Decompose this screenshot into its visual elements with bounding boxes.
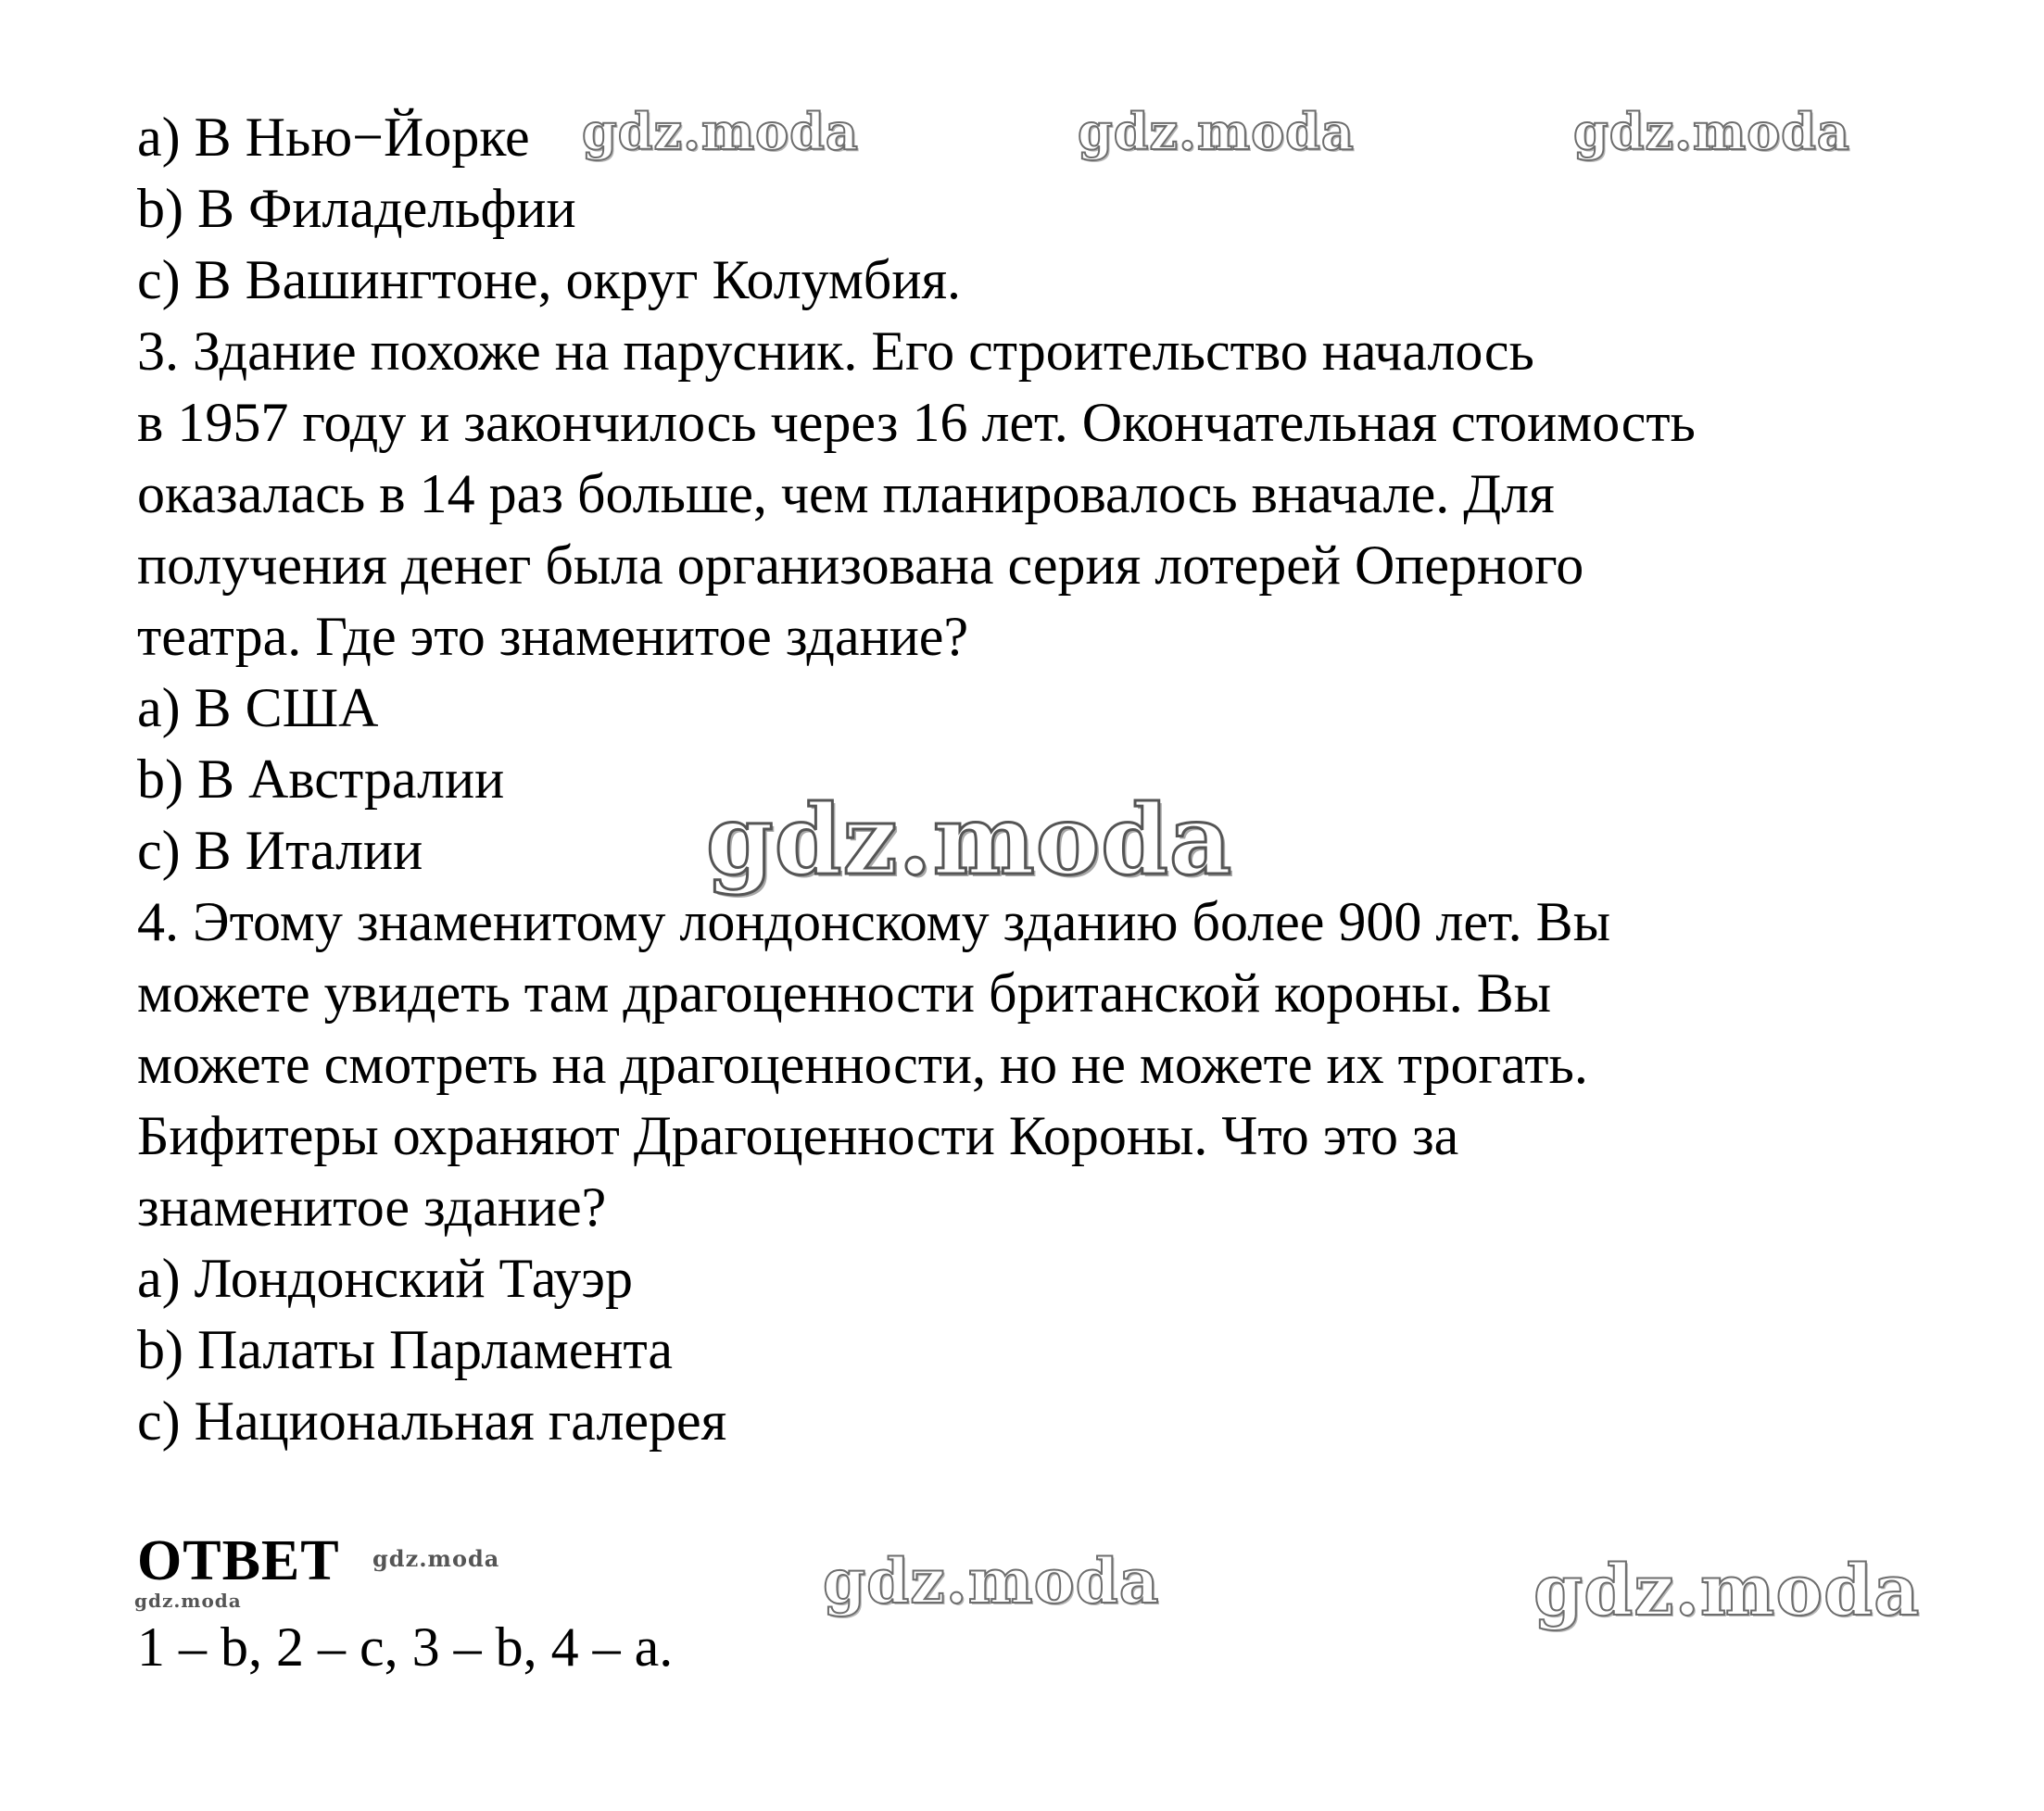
option-3c: c) В Италии: [137, 820, 423, 881]
watermark-logo: gdz.moda: [1078, 102, 1355, 161]
question-4-line-5: знаменитое здание?: [137, 1176, 607, 1238]
question-4-line-2: можете увидеть там драгоценности британской короны. Вы: [137, 962, 1552, 1024]
answer-heading: ОТВЕТ: [137, 1529, 340, 1592]
option-4c: c) Национальная галерея: [137, 1390, 727, 1452]
watermark-logo: gdz.moda: [582, 102, 859, 161]
answer-text: 1 – b, 2 – c, 3 – b, 4 – a.: [137, 1616, 674, 1678]
option-3a: a) В США: [137, 677, 379, 738]
watermark-logo-large: gdz.moda: [706, 783, 1233, 897]
question-3-line-3: оказалась в 14 раз больше, чем планировалось вначале. Для: [137, 463, 1555, 524]
document-text: [137, 102, 1972, 1457]
option-1c: c) В Вашингтоне, округ Колумбия.: [137, 249, 962, 310]
watermark-logo: gdz.moda: [1573, 102, 1850, 161]
question-3-line-1: 3. Здание похоже на парусник. Его строительство началось: [137, 321, 1534, 382]
option-1b: b) В Филадельфии: [137, 178, 576, 239]
watermark-logo-small: gdz.moda: [134, 1590, 242, 1612]
option-3b: b) В Австралии: [137, 748, 505, 810]
question-3-line-2: в 1957 году и закончилось через 16 лет. Окончательная стоимость: [137, 392, 1696, 453]
watermark-logo-small: gdz.moda: [372, 1545, 500, 1572]
option-1a: a) В Нью−Йорке: [137, 107, 530, 168]
option-4a: a) Лондонский Тауэр: [137, 1248, 634, 1309]
watermark-logo: gdz.moda: [1533, 1549, 1921, 1631]
question-4-line-4: Бифитеры охраняют Драгоценности Короны. Что это за: [137, 1105, 1459, 1166]
question-3-line-4: получения денег была организована серия лотерей Оперного: [137, 534, 1584, 596]
question-4-line-3: можете смотреть на драгоценности, но не можете их трогать.: [137, 1034, 1588, 1095]
watermark-logo: gdz.moda: [823, 1545, 1160, 1617]
question-3-line-5: театра. Где это знаменитое здание?: [137, 606, 969, 667]
question-4-line-1: 4. Этому знаменитому лондонскому зданию более 900 лет. Вы: [137, 891, 1610, 952]
option-4b: b) Палаты Парламента: [137, 1319, 674, 1380]
